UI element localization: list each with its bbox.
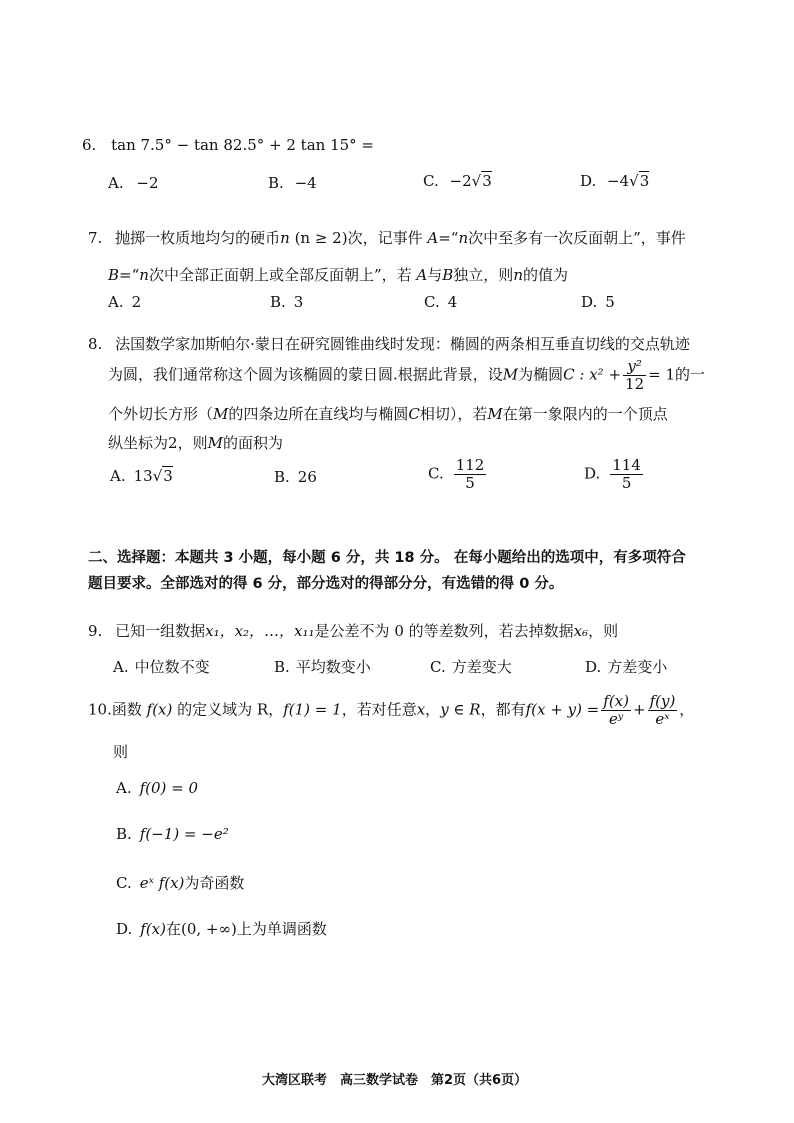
q9-option-c: C. 方差变大 [430, 658, 512, 676]
q8-option-b: B. 26 [274, 468, 317, 486]
q8-option-d: D. $\frac{114}{5}$ [584, 456, 641, 492]
q6-option-d: D. −4√3 [580, 172, 650, 190]
q6-number: 6. [82, 136, 97, 154]
q7-line2: B=“n次中全部正面朝上或全部反面朝上”，若 A与B独立，则n的值为 [108, 266, 568, 284]
section2-heading-line1: 二、选择题：本题共 3 小题，每小题 6 分，共 18 分。 在每小题给出的选项中，有多项符合 [88, 550, 686, 566]
q7-line1: 7. 抛掷一枚质地均匀的硬币n (n ≥ 2)次，记事件 A=“n次中至多有一次反面朝上”，事件 [88, 229, 686, 247]
q9-number: 9. [88, 622, 103, 640]
q7-option-b: B. 3 [270, 293, 304, 311]
q8-line1: 8. 法国数学家加斯帕尔·蒙日在研究圆锥曲线时发现：椭圆的两条相互垂直切线的交点轨迹 [88, 335, 690, 353]
q8-option-c: C. $\frac{112}{5}$ [428, 456, 485, 492]
q7-number: 7. [88, 229, 103, 247]
q7-option-a: A. 2 [108, 293, 142, 311]
q10-fraction-2: $\frac{f(y)}{\text{eˣ}}$ [649, 692, 676, 728]
q10-fraction-1: $\frac{f(x)}{\text{eʸ}}$ [603, 692, 629, 728]
q8-line4: 纵坐标为2，则M的面积为 [108, 434, 283, 452]
page-footer: 大湾区联考 高三数学试卷 第2页（共6页） [262, 1073, 528, 1088]
q10-stem-line: 10.函数 f(x) 的定义域为 R，f(1) = 1，若对任意x，y ∈ R，都有f(x + y) = $\frac{f(x)}{\text{eʸ}}$ + $\frac{f(y)}{\text{eˣ}}$ ， [88, 692, 695, 728]
q10-stem-line2: 则 [113, 743, 129, 761]
q10-option-d: D. f(x)在(0, +∞)上为单调函数 [116, 920, 327, 938]
q6-stem-line [82, 136, 374, 154]
q8-line2: 为圆，我们通常称这个圆为该椭圆的蒙日圆.根据此背景，设M为椭圆C : x² + $\frac{\text{y²}}{12}$ = 1的一 [108, 357, 706, 393]
q10-option-c: C. eˣ f(x)为奇函数 [116, 874, 245, 892]
q7-option-c: C. 4 [424, 293, 458, 311]
q9-option-b: B. 平均数变小 [274, 658, 371, 676]
section2-heading-line2: 题目要求。全部选对的得 6 分，部分选对的得部分分，有选错的得 0 分。 [88, 576, 564, 592]
q6-option-b: B. −4 [268, 174, 317, 192]
q10-number: 10. [88, 700, 112, 719]
q7-option-d: D. 5 [581, 293, 615, 311]
q8-ellipse-fraction: $\frac{\text{y²}}{12}$ [625, 357, 645, 393]
q8-option-a: A. 13√3 [110, 467, 173, 485]
q9-option-d: D. 方差变小 [585, 658, 668, 676]
q6-option-a: A. −2 [108, 174, 159, 192]
q10-option-a: A. f(0) = 0 [116, 779, 199, 797]
q8-line3: 个外切长方形（M的四条边所在直线均与椭圆C相切），若M在第一象限内的一个顶点 [108, 405, 668, 423]
q6-stem: tan 7.5° − tan 82.5° + 2 tan 15° = [111, 136, 374, 154]
q10-option-b: B. f(−1) = −e² [116, 825, 229, 843]
q9-stem-line: 9. 已知一组数据x₁，x₂，…，x₁₁是公差不为 0 的等差数列，若去掉数据x₆，则 [88, 622, 619, 640]
q9-option-a: A. 中位数不变 [113, 658, 210, 676]
q8-number: 8. [88, 335, 103, 353]
q6-option-c: C. −2√3 [423, 172, 492, 190]
